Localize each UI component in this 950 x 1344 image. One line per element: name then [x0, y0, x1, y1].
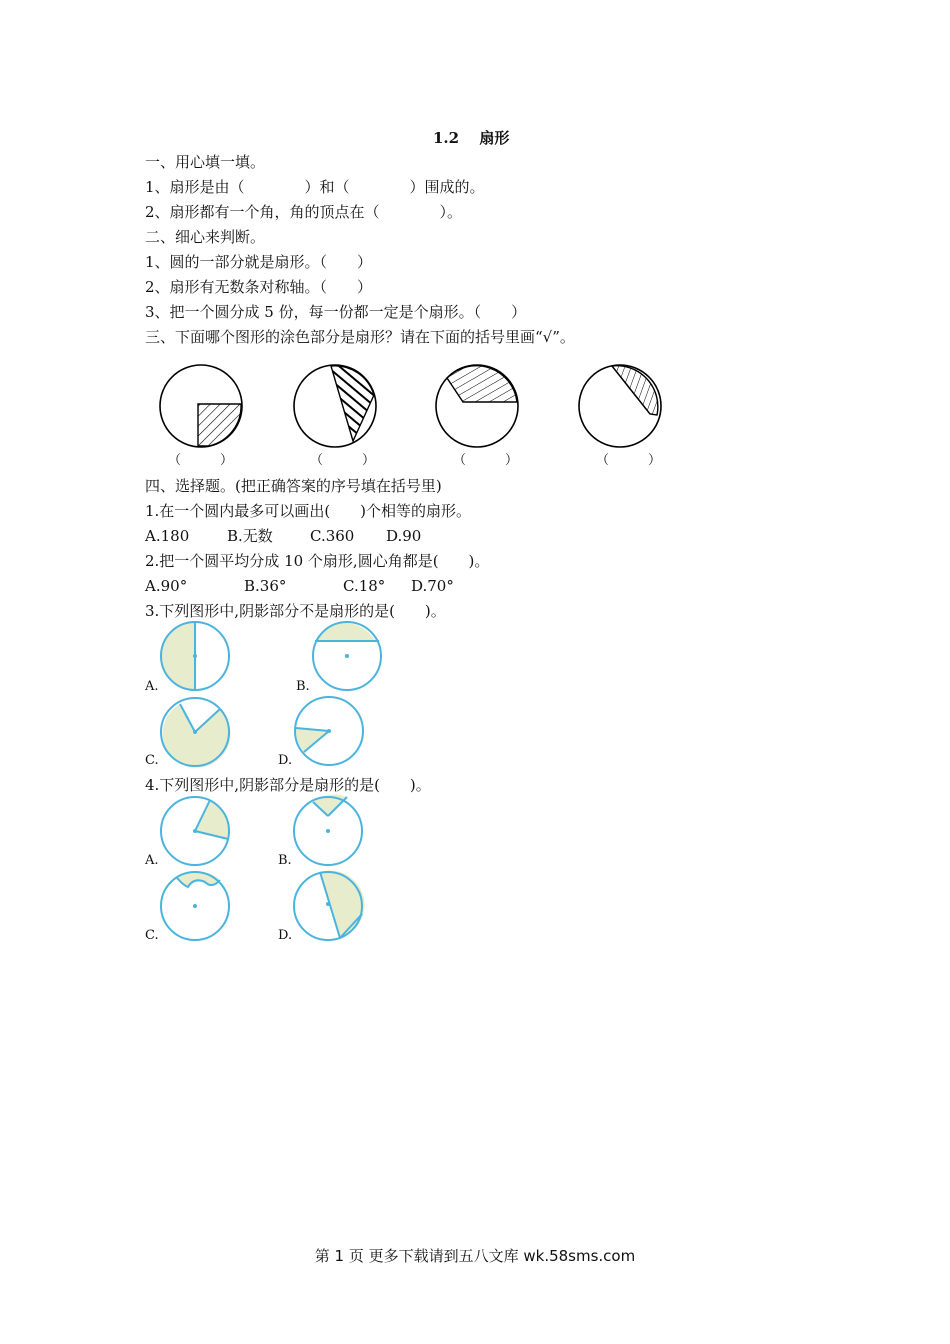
- q1-option-d: D.90: [386, 527, 422, 545]
- section3-bracket-3: （ ）: [453, 453, 519, 468]
- section3-figure-3: [436, 365, 518, 447]
- q1-option-b: B.无数: [227, 527, 273, 545]
- q4-figures: [150, 795, 380, 945]
- section1-question-1: 1、扇形是由（ ）和（ ）围成的。: [145, 178, 485, 196]
- q1-option-a: A.180: [145, 527, 190, 545]
- q4-figure-c: [161, 871, 229, 940]
- section4-question-1: 1.在一个圆内最多可以画出( )个相等的扇形。: [145, 502, 472, 520]
- section3-figure-4: [579, 365, 661, 447]
- page-title: 1.2 扇形: [433, 129, 510, 147]
- q3-figure-a: [161, 622, 229, 690]
- q4-label-d: D.: [278, 928, 293, 943]
- q4-figure-d: [294, 871, 364, 940]
- section3-figure-1: [160, 365, 242, 447]
- q3-label-c: C.: [145, 753, 159, 768]
- q1-option-c: C.360: [310, 527, 355, 545]
- section2-question-1: 1、圆的一部分就是扇形。（ ）: [145, 253, 373, 271]
- section3-bracket-1: （ ）: [168, 453, 234, 468]
- section4-question-4: 4.下列图形中,阴影部分是扇形的是( )。: [145, 776, 431, 794]
- q3-figure-c: [161, 698, 231, 768]
- section4-question-2: 2.把一个圆平均分成 10 个扇形,圆心角都是( )。: [145, 552, 490, 570]
- section1-question-2: 2、扇形都有一个角，角的顶点在（ ）。: [145, 203, 463, 221]
- section1-heading: 一、用心填一填。: [145, 153, 266, 171]
- section2-heading: 二、细心来判断。: [145, 228, 266, 246]
- q2-option-d: D.70°: [411, 577, 454, 595]
- page-footer: 第 1 页 更多下载请到五八文库 wk.58sms.com: [314, 1247, 636, 1265]
- q4-label-b: B.: [278, 853, 292, 868]
- q2-option-a: A.90°: [145, 577, 188, 595]
- q4-figure-b: [294, 795, 362, 865]
- q4-figure-a: [161, 797, 229, 865]
- section3-bracket-4: （ ）: [596, 453, 662, 468]
- q3-figures: [150, 620, 380, 770]
- q3-label-b: B.: [296, 679, 310, 694]
- q4-label-a: A.: [145, 853, 159, 868]
- q3-figure-b: [313, 622, 381, 690]
- section2-question-3: 3、把一个圆分成 5 份，每一份都一定是个扇形。（ ）: [145, 303, 527, 321]
- section3-figure-2: [294, 365, 376, 447]
- section2-question-2: 2、扇形有无数条对称轴。（ ）: [145, 278, 373, 296]
- q3-label-a: A.: [145, 679, 159, 694]
- q4-label-c: C.: [145, 928, 159, 943]
- section4-heading: 四、选择题。(把正确答案的序号填在括号里): [145, 477, 442, 495]
- q2-option-b: B.36°: [244, 577, 287, 595]
- q3-figure-d: [295, 697, 363, 765]
- section4-question-3: 3.下列图形中,阴影部分不是扇形的是( )。: [145, 602, 446, 620]
- section3-heading: 三、下面哪个图形的涂色部分是扇形？请在下面的括号里画“√”。: [145, 328, 575, 346]
- q3-label-d: D.: [278, 753, 293, 768]
- q2-option-c: C.18°: [343, 577, 386, 595]
- section3-bracket-2: （ ）: [310, 453, 376, 468]
- section3-figures: [150, 355, 680, 455]
